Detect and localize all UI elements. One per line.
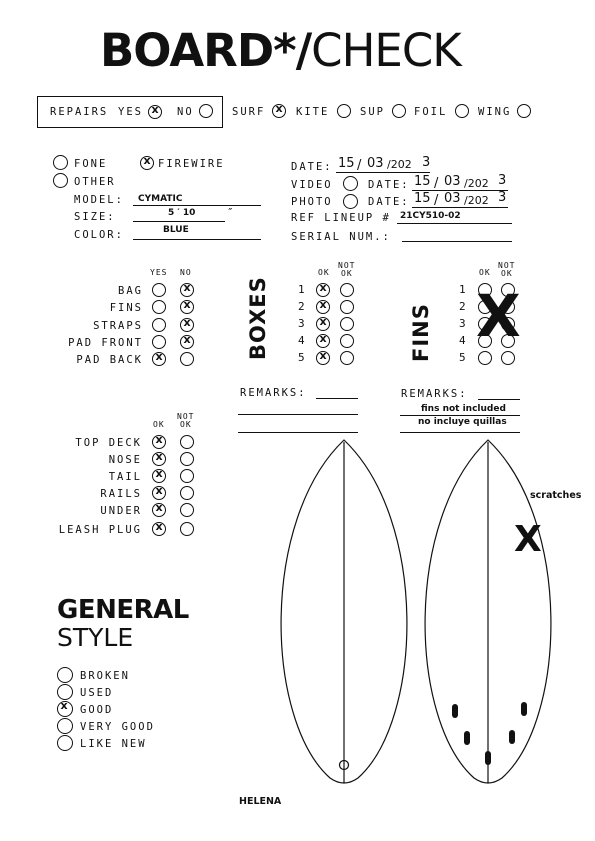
model-label: MODEL: [74, 194, 124, 206]
condition-label: TAIL [108, 471, 142, 483]
fins-big-x: X [476, 282, 521, 350]
boxes-title: BOXES [246, 276, 270, 360]
date-sep: / [357, 158, 362, 173]
photo-month: 03 [444, 191, 461, 206]
date-day: 15 [338, 156, 355, 171]
fin-box-right-rear [521, 702, 527, 716]
date-month: 03 [367, 156, 384, 171]
fin-row-number: 5 [459, 351, 468, 364]
size-unit: ″ [227, 206, 234, 219]
general-option-label: GOOD [80, 704, 114, 716]
footer-name: HELENA [239, 796, 282, 807]
ref-lineup-value: 21CY510-02 [400, 211, 461, 221]
accessory-label: STRAPS [93, 320, 143, 332]
color-value: BLUE [163, 225, 189, 235]
ref-lineup-label: REF LINEUP # [291, 212, 391, 224]
accessories-yes-header: YES [150, 268, 168, 277]
video-date-label: DATE: [368, 179, 410, 191]
condition-label: NOSE [108, 454, 142, 466]
box-row-number: 1 [298, 283, 307, 296]
boxes-not-header: NOT [338, 261, 356, 270]
video-day: 15 [414, 174, 431, 189]
photo-year-suffix: 3 [498, 190, 507, 205]
type-sup-label: SUP [360, 106, 385, 118]
brand-fone-label: FONE [74, 158, 108, 170]
condition-label: LEASH PLUG [58, 524, 142, 536]
repairs-no-label: NO [177, 106, 194, 118]
photo-day: 15 [414, 191, 431, 206]
photo-date-label: DATE: [368, 196, 410, 208]
general-option-label: VERY GOOD [80, 721, 155, 733]
remarks-left-label: REMARKS: [240, 387, 307, 399]
fins-not-header: NOT [498, 261, 516, 270]
brand-other-label: OTHER [74, 176, 116, 188]
fins-ok-header: OK [479, 268, 491, 277]
box-row-number: 4 [298, 334, 307, 347]
accessories-no-header: NO [180, 268, 192, 277]
remarks-right-label: REMARKS: [401, 388, 468, 400]
repairs-label: REPAIRS [50, 106, 109, 118]
type-kite-label: KITE [296, 106, 330, 118]
type-wing-label: WING [478, 106, 512, 118]
accessory-label: FINS [109, 302, 143, 314]
general-option-label: USED [80, 687, 114, 699]
model-value: CYMATIC [138, 194, 183, 204]
box-row-number: 3 [298, 317, 307, 330]
fin-row-number: 4 [459, 334, 468, 347]
condition-not-header: NOT [177, 412, 195, 421]
fins-title: FINS [409, 303, 433, 362]
general-option-label: BROKEN [80, 670, 130, 682]
condition-ok-header: OK [153, 420, 165, 429]
fin-box-right-front [509, 730, 515, 744]
accessory-label: PAD FRONT [68, 337, 143, 349]
condition-label: RAILS [100, 488, 142, 500]
condition-label: TOP DECK [75, 437, 142, 449]
fin-box-center [485, 751, 491, 765]
date-year-prefix: /202 [387, 158, 412, 171]
fin-row-number: 3 [459, 317, 468, 330]
type-foil-label: FOIL [414, 106, 448, 118]
fin-box-left-rear [452, 704, 458, 718]
box-row-number: 5 [298, 351, 307, 364]
fin-row-number: 2 [459, 300, 468, 313]
box-row-number: 2 [298, 300, 307, 313]
size-value: 5 ′ 10 [168, 208, 196, 218]
scratch-mark: X [514, 519, 542, 560]
boxes-ok-header: OK [318, 268, 330, 277]
title-light: CHECK [311, 24, 461, 77]
fin-row-number: 1 [459, 283, 468, 296]
repairs-yes-label: YES [118, 106, 143, 118]
size-label: SIZE: [74, 211, 116, 223]
scratch-label: scratches [530, 490, 582, 501]
accessory-label: PAD BACK [76, 354, 143, 366]
video-month: 03 [444, 174, 461, 189]
photo-label: PHOTO [291, 196, 333, 208]
color-label: COLOR: [74, 229, 124, 241]
type-surf-label: SURF [232, 106, 266, 118]
fins-notok-header: OK [501, 269, 513, 278]
accessory-label: BAG [118, 285, 143, 297]
photo-year-prefix: /202 [464, 194, 489, 207]
general-title-light: STYLE [57, 623, 134, 652]
video-sep: / [434, 176, 439, 191]
brand-firewire-label: FIREWIRE [158, 158, 225, 170]
serial-label: SERIAL NUM.: [291, 231, 391, 243]
title-bold: BOARD*/ [100, 24, 312, 77]
boxes-notok-header: OK [341, 269, 353, 278]
remarks-right-text-1: fins not included [421, 404, 506, 414]
general-option-label: LIKE NEW [80, 738, 147, 750]
condition-notok-header: OK [180, 420, 192, 429]
photo-sep: / [434, 193, 439, 208]
general-title-bold: GENERAL [57, 595, 189, 625]
date-year-suffix: 3 [422, 155, 431, 170]
condition-label: UNDER [100, 505, 142, 517]
fin-box-left-front [464, 731, 470, 745]
video-label: VIDEO [291, 179, 333, 191]
video-year-prefix: /202 [464, 177, 489, 190]
remarks-right-text-2: no incluye quillas [418, 417, 507, 427]
video-year-suffix: 3 [498, 173, 507, 188]
date-label: DATE: [291, 161, 333, 173]
